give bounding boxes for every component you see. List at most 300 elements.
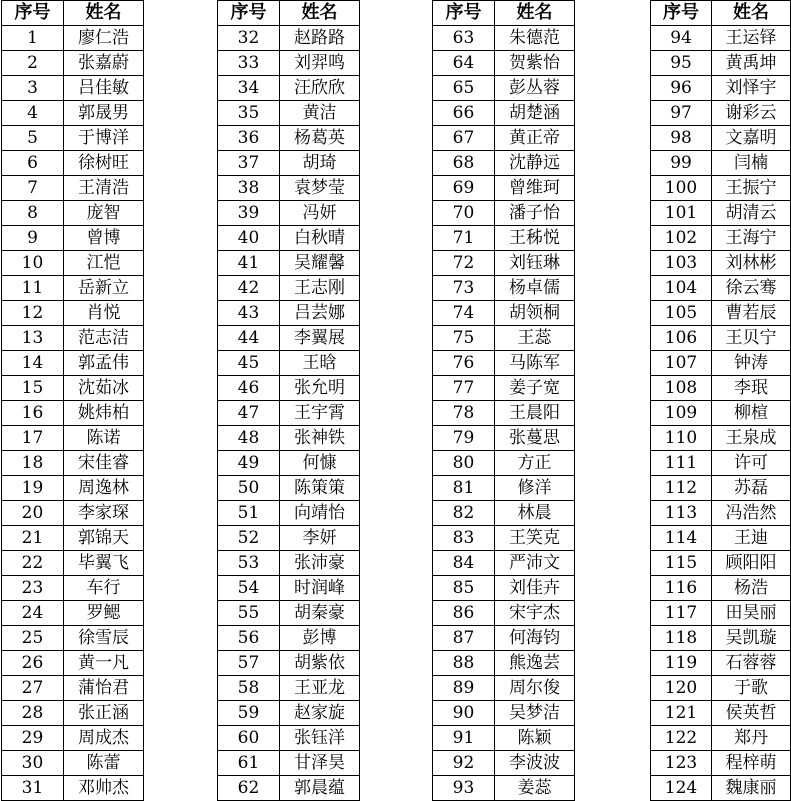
row-number: 81 (433, 476, 495, 501)
table-row (433, 626, 575, 651)
table-row (433, 601, 575, 626)
student-name: 曾维珂 (495, 176, 575, 201)
student-name: 张蔓思 (495, 426, 575, 451)
table-row (218, 376, 360, 401)
table-row (433, 701, 575, 726)
row-number: 49 (218, 451, 280, 476)
table-row (433, 126, 575, 151)
table-row (218, 576, 360, 601)
row-number: 9 (2, 226, 64, 251)
table-row (433, 451, 575, 476)
student-name: 沈茹冰 (64, 376, 144, 401)
header-row (651, 1, 791, 26)
row-number: 106 (651, 326, 712, 351)
student-name: 张允明 (280, 376, 360, 401)
table-row (433, 376, 575, 401)
row-number: 43 (218, 301, 280, 326)
student-name: 胡琦 (280, 151, 360, 176)
table-row (651, 676, 791, 701)
row-number: 36 (218, 126, 280, 151)
row-number: 87 (433, 626, 495, 651)
student-name: 胡楚涵 (495, 101, 575, 126)
row-number: 119 (651, 651, 712, 676)
student-name: 袁梦莹 (280, 176, 360, 201)
row-number: 29 (2, 726, 64, 751)
student-name: 吴梦洁 (495, 701, 575, 726)
table-row (2, 651, 144, 676)
table-row (651, 626, 791, 651)
table-row (2, 226, 144, 251)
student-name: 王运铎 (712, 26, 791, 51)
row-number: 110 (651, 426, 712, 451)
student-name: 汪欣欣 (280, 76, 360, 101)
student-name: 王笑克 (495, 526, 575, 551)
row-number: 82 (433, 501, 495, 526)
row-number: 33 (218, 51, 280, 76)
header-row (2, 1, 144, 26)
student-name: 白秋晴 (280, 226, 360, 251)
student-name: 王蕊 (495, 326, 575, 351)
table-row (651, 326, 791, 351)
student-name: 周尔俊 (495, 676, 575, 701)
student-name: 王泉成 (712, 426, 791, 451)
row-number: 97 (651, 101, 712, 126)
table-row (218, 676, 360, 701)
table-row (218, 401, 360, 426)
row-number: 113 (651, 501, 712, 526)
table-row (651, 226, 791, 251)
table-row (651, 176, 791, 201)
table-row (218, 426, 360, 451)
student-name: 熊逸芸 (495, 651, 575, 676)
student-name: 江恺 (64, 251, 144, 276)
student-name: 杨浩 (712, 576, 791, 601)
row-number: 19 (2, 476, 64, 501)
row-number: 99 (651, 151, 712, 176)
table-row (218, 726, 360, 751)
student-name: 王贝宁 (712, 326, 791, 351)
row-number: 88 (433, 651, 495, 676)
table-row (2, 276, 144, 301)
student-name: 徐树旺 (64, 151, 144, 176)
table-row (218, 351, 360, 376)
table-row (433, 226, 575, 251)
table-row (433, 151, 575, 176)
row-number: 28 (2, 701, 64, 726)
table-row (433, 301, 575, 326)
table-row (2, 501, 144, 526)
row-number: 121 (651, 701, 712, 726)
student-name: 彭博 (280, 626, 360, 651)
row-number: 56 (218, 626, 280, 651)
table-row (433, 326, 575, 351)
table-row (651, 401, 791, 426)
student-name: 吴耀馨 (280, 251, 360, 276)
row-number: 53 (218, 551, 280, 576)
row-number: 64 (433, 51, 495, 76)
row-number: 101 (651, 201, 712, 226)
student-name: 廖仁浩 (64, 26, 144, 51)
row-number: 6 (2, 151, 64, 176)
student-name: 于博洋 (64, 126, 144, 151)
table-row (433, 726, 575, 751)
row-number: 30 (2, 751, 64, 776)
student-name: 甘泽昊 (280, 751, 360, 776)
table-row (2, 676, 144, 701)
row-number: 62 (218, 776, 280, 801)
student-name: 王晗 (280, 351, 360, 376)
student-name: 程梓萌 (712, 751, 791, 776)
table-row (651, 601, 791, 626)
row-number: 96 (651, 76, 712, 101)
student-name: 王秭悦 (495, 226, 575, 251)
table-row (651, 151, 791, 176)
row-number: 94 (651, 26, 712, 51)
student-name: 王海宁 (712, 226, 791, 251)
row-number: 102 (651, 226, 712, 251)
table-row (651, 476, 791, 501)
row-number: 83 (433, 526, 495, 551)
row-number: 40 (218, 226, 280, 251)
student-name: 彭丛蓉 (495, 76, 575, 101)
table-row (433, 676, 575, 701)
student-name: 林晨 (495, 501, 575, 526)
student-name: 刘怿宇 (712, 76, 791, 101)
row-number: 52 (218, 526, 280, 551)
student-name: 周逸林 (64, 476, 144, 501)
row-number: 26 (2, 651, 64, 676)
table-row (218, 451, 360, 476)
column-header-name: 姓名 (712, 1, 791, 26)
row-number: 5 (2, 126, 64, 151)
student-name: 谢彩云 (712, 101, 791, 126)
student-name: 蒲怡君 (64, 676, 144, 701)
table-row (433, 51, 575, 76)
student-name: 李波波 (495, 751, 575, 776)
student-name: 王宇霄 (280, 401, 360, 426)
row-number: 17 (2, 426, 64, 451)
table-row (218, 226, 360, 251)
row-number: 21 (2, 526, 64, 551)
student-name: 郭锦天 (64, 526, 144, 551)
table-row (2, 626, 144, 651)
row-number: 104 (651, 276, 712, 301)
table-row (651, 51, 791, 76)
column-header-name: 姓名 (64, 1, 144, 26)
row-number: 32 (218, 26, 280, 51)
table-row (651, 26, 791, 51)
row-number: 76 (433, 351, 495, 376)
row-number: 71 (433, 226, 495, 251)
column-header-name: 姓名 (280, 1, 360, 26)
table-row (651, 376, 791, 401)
table-row (433, 576, 575, 601)
row-number: 103 (651, 251, 712, 276)
table-row (433, 651, 575, 676)
roster-table-2 (217, 0, 360, 801)
row-number: 108 (651, 376, 712, 401)
table-row (2, 601, 144, 626)
student-name: 田昊丽 (712, 601, 791, 626)
student-name: 黄正帝 (495, 126, 575, 151)
row-number: 18 (2, 451, 64, 476)
student-name: 姚炜柏 (64, 401, 144, 426)
table-row (651, 751, 791, 776)
student-name: 徐云骞 (712, 276, 791, 301)
row-number: 77 (433, 376, 495, 401)
row-number: 111 (651, 451, 712, 476)
student-name: 钟涛 (712, 351, 791, 376)
student-name: 黄洁 (280, 101, 360, 126)
student-name: 毕翼飞 (64, 551, 144, 576)
student-name: 沈静远 (495, 151, 575, 176)
row-number: 116 (651, 576, 712, 601)
student-name: 陈蕾 (64, 751, 144, 776)
student-name: 刘钰琳 (495, 251, 575, 276)
table-row (218, 126, 360, 151)
student-name: 李珉 (712, 376, 791, 401)
student-name: 胡秦豪 (280, 601, 360, 626)
table-row (2, 51, 144, 76)
row-number: 68 (433, 151, 495, 176)
row-number: 109 (651, 401, 712, 426)
table-row (2, 101, 144, 126)
student-name: 顾阳阳 (712, 551, 791, 576)
row-number: 59 (218, 701, 280, 726)
row-number: 89 (433, 676, 495, 701)
student-name: 胡紫依 (280, 651, 360, 676)
table-row (2, 476, 144, 501)
student-name: 姜子宽 (495, 376, 575, 401)
row-number: 61 (218, 751, 280, 776)
table-row (433, 101, 575, 126)
table-row (218, 701, 360, 726)
student-name: 陈诺 (64, 426, 144, 451)
table-row (433, 501, 575, 526)
row-number: 25 (2, 626, 64, 651)
table-row (2, 376, 144, 401)
table-row (651, 426, 791, 451)
row-number: 22 (2, 551, 64, 576)
column-header-number: 序号 (2, 1, 64, 26)
table-row (218, 501, 360, 526)
row-number: 45 (218, 351, 280, 376)
table-row (218, 601, 360, 626)
table-row (433, 776, 575, 801)
row-number: 117 (651, 601, 712, 626)
student-name: 车行 (64, 576, 144, 601)
row-number: 63 (433, 26, 495, 51)
student-name: 张正涵 (64, 701, 144, 726)
table-row (651, 576, 791, 601)
table-row (651, 651, 791, 676)
row-number: 8 (2, 201, 64, 226)
student-name: 冯妍 (280, 201, 360, 226)
student-name: 庞智 (64, 201, 144, 226)
row-number: 15 (2, 376, 64, 401)
row-number: 34 (218, 76, 280, 101)
table-row (2, 26, 144, 51)
student-name: 郭晨蕴 (280, 776, 360, 801)
student-name: 马陈军 (495, 351, 575, 376)
student-name: 王振宁 (712, 176, 791, 201)
row-number: 60 (218, 726, 280, 751)
student-name: 许可 (712, 451, 791, 476)
row-number: 100 (651, 176, 712, 201)
student-name: 贺紫怡 (495, 51, 575, 76)
table-row (433, 76, 575, 101)
table-row (218, 751, 360, 776)
row-number: 11 (2, 276, 64, 301)
student-name: 何海钧 (495, 626, 575, 651)
row-number: 46 (218, 376, 280, 401)
student-name: 赵路路 (280, 26, 360, 51)
student-name: 潘子怡 (495, 201, 575, 226)
row-number: 69 (433, 176, 495, 201)
row-number: 35 (218, 101, 280, 126)
student-name: 苏磊 (712, 476, 791, 501)
row-number: 14 (2, 351, 64, 376)
row-number: 50 (218, 476, 280, 501)
student-name: 文嘉明 (712, 126, 791, 151)
student-name: 吴凯璇 (712, 626, 791, 651)
row-number: 85 (433, 576, 495, 601)
table-row (218, 626, 360, 651)
student-name: 石蓉蓉 (712, 651, 791, 676)
table-row (2, 76, 144, 101)
table-row (651, 101, 791, 126)
student-name: 李翼展 (280, 326, 360, 351)
table-row (651, 251, 791, 276)
table-row (651, 451, 791, 476)
table-row (2, 426, 144, 451)
row-number: 120 (651, 676, 712, 701)
column-header-name: 姓名 (495, 1, 575, 26)
row-number: 37 (218, 151, 280, 176)
table-row (218, 151, 360, 176)
table-row (433, 276, 575, 301)
row-number: 16 (2, 401, 64, 426)
student-name: 杨卓儒 (495, 276, 575, 301)
column-header-number: 序号 (218, 1, 280, 26)
table-row (651, 351, 791, 376)
row-number: 58 (218, 676, 280, 701)
row-number: 51 (218, 501, 280, 526)
row-number: 39 (218, 201, 280, 226)
row-number: 75 (433, 326, 495, 351)
table-row (651, 551, 791, 576)
table-row (433, 176, 575, 201)
student-name: 陈策策 (280, 476, 360, 501)
table-row (2, 126, 144, 151)
student-name: 赵家旋 (280, 701, 360, 726)
row-number: 7 (2, 176, 64, 201)
student-name: 张钰洋 (280, 726, 360, 751)
row-number: 41 (218, 251, 280, 276)
table-row (651, 301, 791, 326)
header-row (433, 1, 575, 26)
student-name: 吕佳敏 (64, 76, 144, 101)
row-number: 44 (218, 326, 280, 351)
student-name: 李妍 (280, 526, 360, 551)
student-name: 郑丹 (712, 726, 791, 751)
table-row (218, 176, 360, 201)
header-row (218, 1, 360, 26)
row-number: 70 (433, 201, 495, 226)
student-name: 王迪 (712, 526, 791, 551)
row-number: 48 (218, 426, 280, 451)
student-name: 罗鳃 (64, 601, 144, 626)
student-name: 胡清云 (712, 201, 791, 226)
student-name: 邓帅杰 (64, 776, 144, 801)
student-name: 王晨阳 (495, 401, 575, 426)
student-name: 闫楠 (712, 151, 791, 176)
student-name: 冯浩然 (712, 501, 791, 526)
student-name: 陈颖 (495, 726, 575, 751)
student-name: 宋佳睿 (64, 451, 144, 476)
student-name: 姜蕊 (495, 776, 575, 801)
row-number: 24 (2, 601, 64, 626)
table-row (218, 301, 360, 326)
row-number: 92 (433, 751, 495, 776)
table-row (2, 326, 144, 351)
table-row (651, 726, 791, 751)
row-number: 3 (2, 76, 64, 101)
roster-table-3 (432, 0, 575, 801)
table-row (2, 576, 144, 601)
table-row (218, 201, 360, 226)
table-row (2, 251, 144, 276)
table-row (2, 726, 144, 751)
student-name: 黄一凡 (64, 651, 144, 676)
row-number: 80 (433, 451, 495, 476)
row-number: 66 (433, 101, 495, 126)
table-row (2, 151, 144, 176)
table-row (433, 751, 575, 776)
row-number: 84 (433, 551, 495, 576)
row-number: 23 (2, 576, 64, 601)
table-row (433, 476, 575, 501)
row-number: 90 (433, 701, 495, 726)
table-row (2, 401, 144, 426)
table-row (433, 526, 575, 551)
row-number: 31 (2, 776, 64, 801)
student-name: 宋宇杰 (495, 601, 575, 626)
table-row (433, 351, 575, 376)
student-name: 张神铁 (280, 426, 360, 451)
row-number: 123 (651, 751, 712, 776)
row-number: 47 (218, 401, 280, 426)
row-number: 13 (2, 326, 64, 351)
column-header-number: 序号 (651, 1, 712, 26)
table-row (433, 401, 575, 426)
table-row (218, 276, 360, 301)
student-name: 王清浩 (64, 176, 144, 201)
student-name: 胡领桐 (495, 301, 575, 326)
table-row (2, 551, 144, 576)
row-number: 105 (651, 301, 712, 326)
table-row (651, 701, 791, 726)
student-name: 周成杰 (64, 726, 144, 751)
table-row (651, 76, 791, 101)
row-number: 93 (433, 776, 495, 801)
student-name: 吕芸娜 (280, 301, 360, 326)
student-name: 张嘉蔚 (64, 51, 144, 76)
row-number: 73 (433, 276, 495, 301)
student-name: 曾博 (64, 226, 144, 251)
table-row (651, 126, 791, 151)
student-name: 王亚龙 (280, 676, 360, 701)
